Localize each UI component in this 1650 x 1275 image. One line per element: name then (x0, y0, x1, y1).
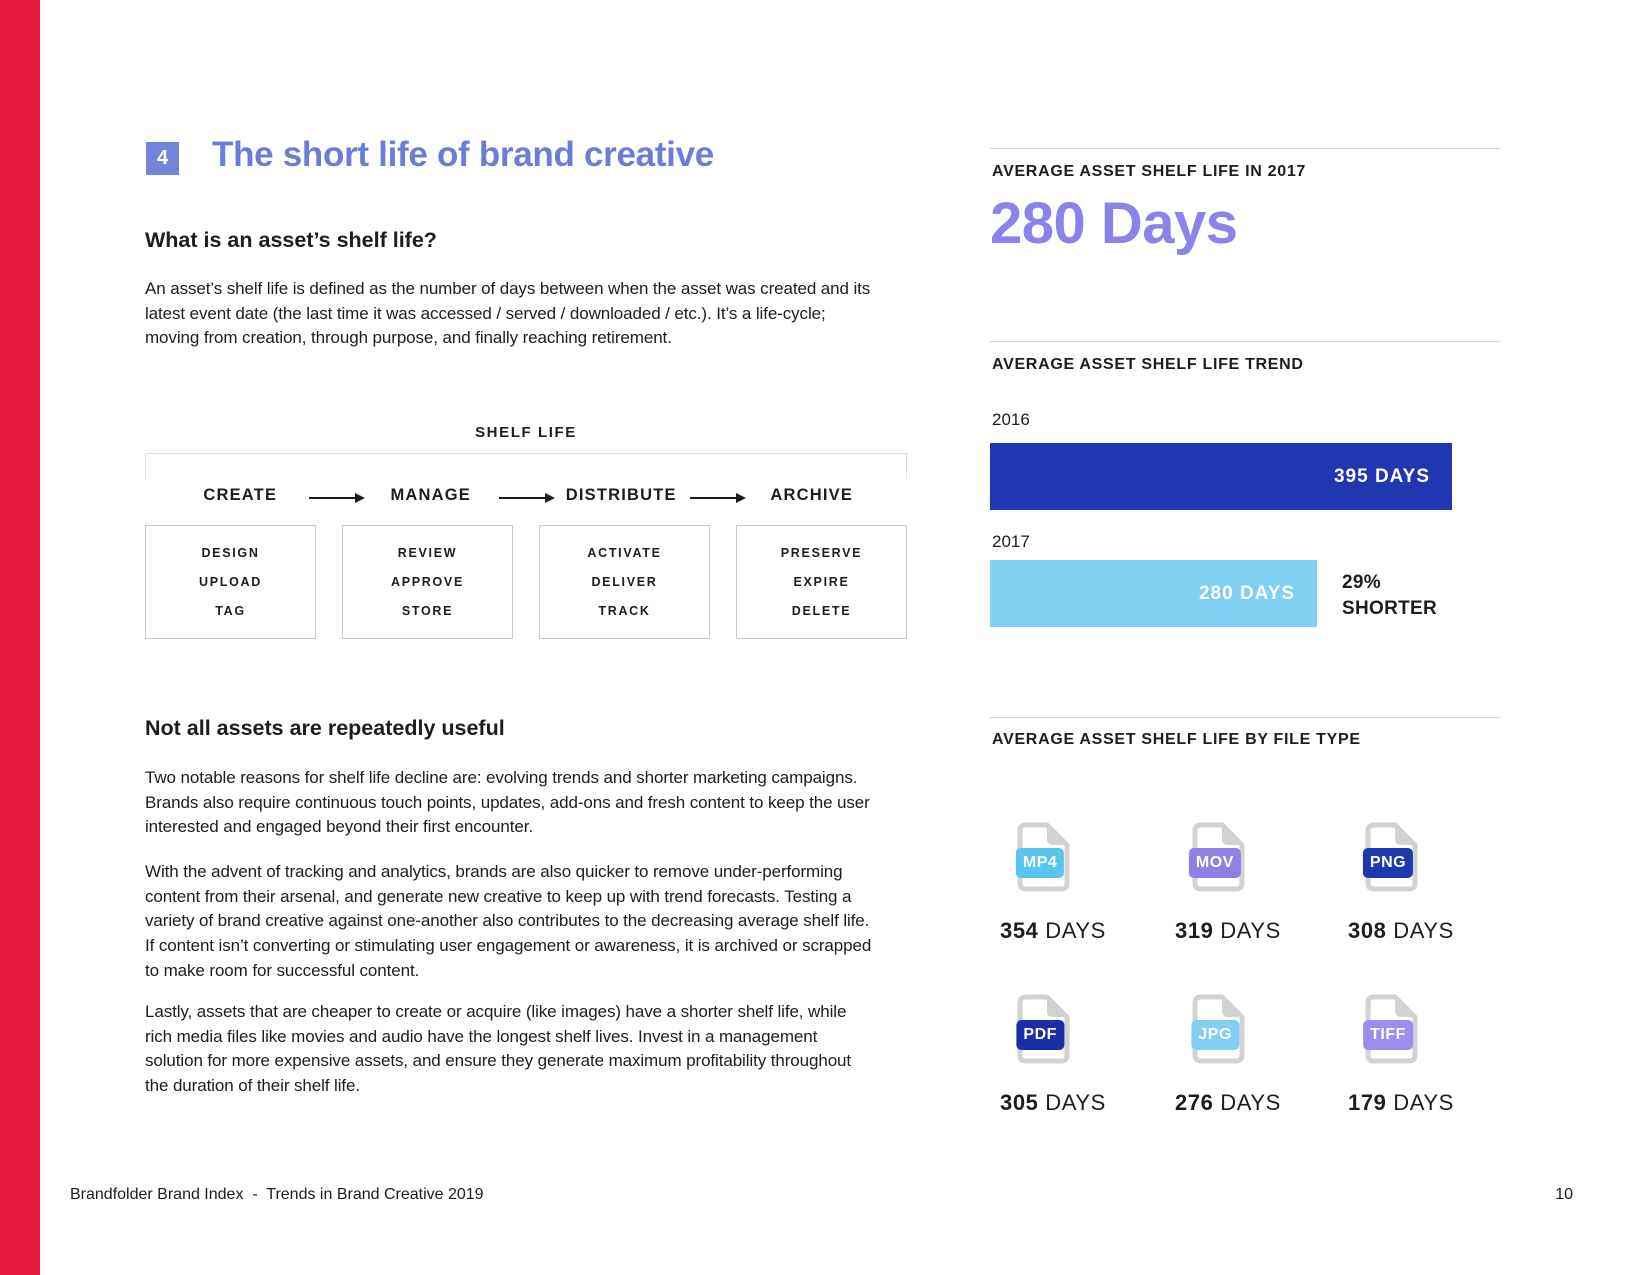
tiff-badge: TIFF (1363, 1020, 1413, 1050)
stage-item: TAG (215, 604, 246, 618)
footer-page-number: 10 (1555, 1186, 1573, 1203)
divider (990, 717, 1500, 718)
stage-item: APPROVE (390, 575, 465, 589)
paragraph-shelf-life-decline: Two notable reasons for shelf life decline are: evolving trends and shorter marketing campaigns. Brands also require continuous touch points, updates, add-ons and fresh content to keep the user interested and engaged beyond their first encounter. (145, 768, 870, 837)
jpg-badge: JPG (1191, 1020, 1239, 1050)
stage-item: DELETE (791, 604, 852, 618)
png-badge: PNG (1363, 848, 1413, 878)
divider (990, 148, 1500, 149)
stage-box-archive (736, 525, 907, 639)
png-file-icon (1364, 822, 1418, 894)
stage-item: ACTIVATE (587, 546, 662, 560)
stage-label-create: CREATE (203, 486, 278, 504)
stage-item: STORE (401, 604, 454, 618)
flow-arrow-icon (690, 497, 744, 499)
shorter-word: SHORTER (1342, 598, 1437, 619)
brand-accent-stripe (0, 0, 40, 1275)
stage-box-create (145, 525, 316, 639)
stage-label-manage: MANAGE (390, 486, 472, 504)
paragraph-tracking-analytics: With the advent of tracking and analytics, brands are also quicker to remove under-performing content from their arsenal, and generate new creative to keep up with trend forecasts. Testing a variety of brand creative against one-another also contributes to the decreasing average shelf life. If content isn’t converting or stimulating user engagement or awareness, it is archived or scrapped to make room for successful content. (145, 862, 872, 980)
pdf-days: 305 DAYS (1000, 1090, 1106, 1115)
footer-document-title: Brandfolder Brand Index - Trends in Brand Creative 2019 (70, 1186, 484, 1203)
pdf-file-icon (1016, 994, 1070, 1066)
section-number-badge: 4 (146, 142, 179, 175)
stage-item: DESIGN (201, 546, 260, 560)
png-days: 308 DAYS (1348, 918, 1454, 943)
shorter-percent: 29% (1342, 572, 1381, 593)
flow-arrow-icon (499, 497, 553, 499)
divider (990, 341, 1500, 342)
trend-year-2016: 2016 (992, 410, 1030, 429)
kpi-value-280-days: 280 Days (990, 191, 1238, 256)
trend-bar-2016 (990, 443, 1452, 510)
page-title: The short life of brand creative (212, 135, 714, 174)
stage-label-distribute: DISTRIBUTE (565, 486, 677, 504)
mp4-days: 354 DAYS (1000, 918, 1106, 943)
stage-item: EXPIRE (793, 575, 850, 589)
stage-boxes (145, 525, 907, 639)
mov-badge: MOV (1189, 848, 1241, 878)
stage-label-archive: ARCHIVE (770, 486, 854, 504)
file-type-section-label: AVERAGE ASSET SHELF LIFE BY FILE TYPE (992, 731, 1361, 748)
mov-days: 319 DAYS (1175, 918, 1281, 943)
file-type-cell-mp4 (1000, 822, 1160, 944)
kpi-label-2017: AVERAGE ASSET SHELF LIFE IN 2017 (992, 163, 1307, 180)
stage-item: DELIVER (591, 575, 658, 589)
trend-bar-2017 (990, 560, 1317, 627)
stage-box-manage (342, 525, 513, 639)
trend-section-label: AVERAGE ASSET SHELF LIFE TREND (992, 356, 1304, 373)
paragraph-shelf-life-definition: An asset’s shelf life is defined as the number of days between when the asset was created and its latest event date (the last time it was accessed / served / downloaded / etc.). It’s a life-cycle; moving from creation, through purpose, and finally reaching retirement. (145, 279, 871, 348)
stage-box-distribute (539, 525, 710, 639)
heading-shelf-life-question: What is an asset’s shelf life? (145, 228, 437, 252)
mov-file-icon (1191, 822, 1245, 894)
file-type-cell-png (1348, 822, 1508, 944)
pdf-badge: PDF (1016, 1020, 1064, 1050)
stats-sidebar (990, 0, 1500, 1275)
file-type-cell-mov (1175, 822, 1335, 944)
stage-item: TRACK (598, 604, 651, 618)
trend-year-2017: 2017 (992, 532, 1030, 551)
paragraph-cheaper-assets: Lastly, assets that are cheaper to create or acquire (like images) have a shorter shelf life, while rich media files like movies and audio have the longest shelf lives. Invest in a management solution for more expensive assets, and ensure they generate maximum profitability throughout the duration of their shelf life. (145, 1002, 852, 1096)
shelf-life-diagram (145, 424, 907, 639)
diagram-bracket (145, 453, 907, 479)
trend-bar-2017-value: 280 DAYS (1198, 582, 1295, 604)
trend-shorter-annotation (1342, 570, 1437, 622)
tiff-file-icon (1364, 994, 1418, 1066)
trend-bar-2016-value: 395 DAYS (1333, 465, 1430, 487)
tiff-days: 179 DAYS (1348, 1090, 1454, 1115)
jpg-file-icon (1191, 994, 1245, 1066)
mp4-badge: MP4 (1016, 848, 1064, 878)
file-type-cell-jpg (1175, 994, 1335, 1116)
stage-item: REVIEW (397, 546, 458, 560)
heading-not-all-assets: Not all assets are repeatedly useful (145, 716, 505, 740)
stage-item: UPLOAD (199, 575, 262, 589)
jpg-days: 276 DAYS (1175, 1090, 1281, 1115)
flow-arrow-icon (309, 497, 363, 499)
diagram-flow-row (145, 486, 907, 510)
mp4-file-icon (1016, 822, 1070, 894)
file-type-cell-pdf (1000, 994, 1160, 1116)
file-type-cell-tiff (1348, 994, 1508, 1116)
stage-item: PRESERVE (780, 546, 863, 560)
diagram-title: SHELF LIFE (475, 424, 577, 441)
